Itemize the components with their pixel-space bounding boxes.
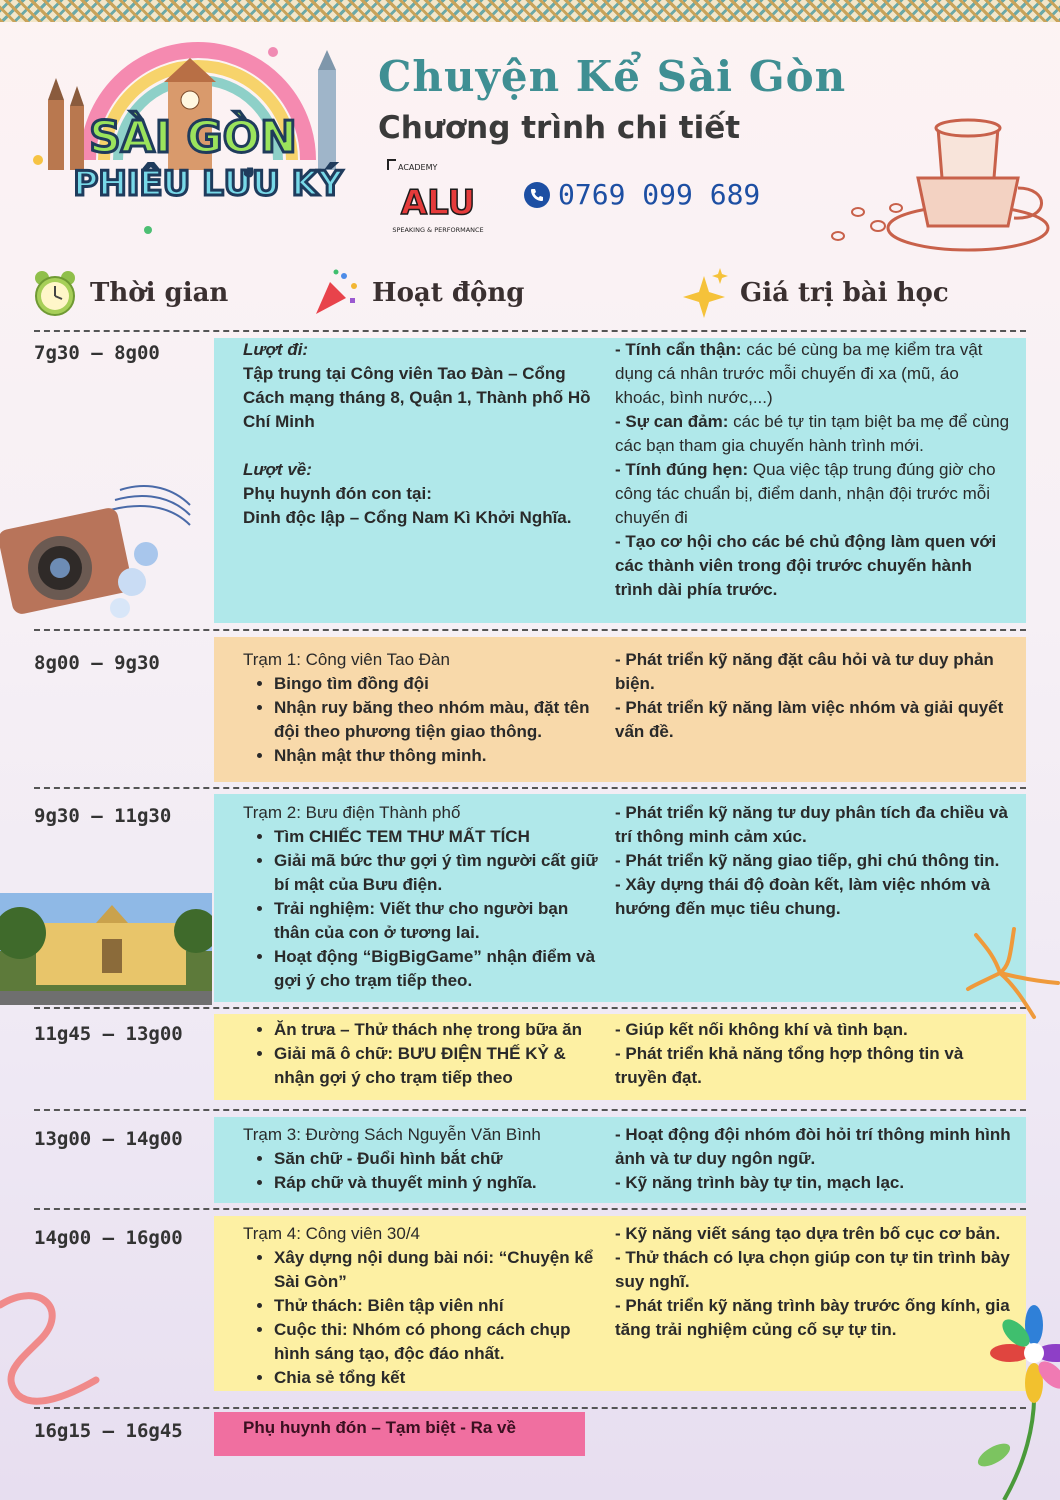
activity-item: • Thử thách: Biên tập viên nhí <box>274 1294 603 1318</box>
alarm-clock-icon <box>32 268 78 318</box>
value-text: - Phát triển khả năng tổng hợp thông tin và truyền đạt. <box>615 1044 964 1087</box>
column-header-time <box>32 268 228 318</box>
value-text: Qua việc tập trung đúng giờ cho công tác chuẩn bị, điểm danh, nhận đội trước mỗi chuyến đi <box>615 460 996 527</box>
activity-item: • Giải mã bức thư gợi ý tìm người cất giữ bí mật của Bưu điện. <box>274 849 603 897</box>
value-text: - Phát triển kỹ năng tư duy phân tích đa chiều và trí thông minh cảm xúc. <box>615 803 1008 846</box>
row-separator <box>34 1109 1026 1111</box>
activity-item: • Chia sẻ tổng kết <box>274 1366 603 1390</box>
row-time: 13g00 – 14g00 <box>34 1128 183 1150</box>
back-label: Lượt về: <box>243 460 312 479</box>
value-text: - Kỹ năng viết sáng tạo dựa trên bố cục cơ bản. <box>615 1224 1001 1243</box>
row-value <box>615 1222 1011 1342</box>
row-activity <box>243 1123 603 1195</box>
station-name: Trạm 3: Đường Sách Nguyễn Văn Bình <box>243 1125 541 1144</box>
row-value <box>615 338 1011 602</box>
phone-icon <box>524 182 550 208</box>
activity-list <box>243 1246 603 1390</box>
column-activity-label: Hoạt động <box>372 278 525 308</box>
row-time: 16g15 – 16g45 <box>34 1420 183 1442</box>
activity-list <box>243 1147 603 1195</box>
column-time-label: Thời gian <box>90 278 229 308</box>
sparkles-icon <box>682 268 728 318</box>
value-text: các bé cùng ba mẹ kiểm tra vật dụng cá nhân trước mỗi chuyến đi xa (mũ, áo khoác, bình nước,...) <box>615 340 983 407</box>
activity-item: • Giải mã ô chữ: BƯU ĐIỆN THẾ KỶ & nhận gợi ý cho trạm tiếp theo <box>274 1042 603 1090</box>
activity-item: • Hoạt động “BigBigGame” nhận điểm và gợi ý cho trạm tiếp theo. <box>274 945 603 993</box>
value-text: - Phát triển kỹ năng giao tiếp, ghi chú thông tin. <box>615 851 1000 870</box>
row-activity <box>243 338 603 530</box>
coffee-filter-icon <box>818 108 1058 268</box>
phone-contact[interactable] <box>524 178 760 211</box>
page-title: Chuyện Kể Sài Gòn <box>378 52 847 101</box>
station-name: Trạm 1: Công viên Tao Đàn <box>243 650 450 669</box>
value-label: - Tính cẩn thận: <box>615 340 742 359</box>
row-time: 8g00 – 9g30 <box>34 652 160 674</box>
row-value <box>615 1018 1011 1090</box>
row-separator <box>34 1007 1026 1009</box>
row-time: 11g45 – 13g00 <box>34 1023 183 1045</box>
station-name: Trạm 4: Công viên 30/4 <box>243 1224 421 1243</box>
value-text: - Phát triển kỹ năng làm việc nhóm và giải quyết vấn đề. <box>615 698 1004 741</box>
ribbon-icon <box>0 1285 100 1405</box>
flower-icon <box>964 1305 1060 1500</box>
activity-item: • Ăn trưa – Thử thách nhẹ trong bữa ăn <box>274 1018 603 1042</box>
activity-list <box>243 825 603 993</box>
back-line: Phụ huynh đón con tại: <box>243 484 432 503</box>
activity-list <box>243 1018 603 1090</box>
go-text: Tập trung tại Công viên Tao Đàn – Cổng Cách mạng tháng 8, Quận 1, Thành phố Hồ Chí Minh <box>243 364 591 431</box>
value-text: - Giúp kết nối không khí và tình bạn. <box>615 1020 908 1039</box>
row-activity <box>243 801 603 993</box>
activity-list <box>243 672 603 768</box>
activity-item: • Nhận ruy băng theo nhóm màu, đặt tên đội theo phương tiện giao thông. <box>274 696 603 744</box>
activity-item: • Trải nghiệm: Viết thư cho người bạn thân của con ở tương lai. <box>274 897 603 945</box>
row-separator <box>34 1407 1026 1409</box>
post-office-photo <box>0 893 212 1005</box>
row-value <box>615 648 1011 744</box>
row-value <box>615 801 1011 921</box>
logo-line1: SÀI GÒN <box>89 112 297 163</box>
activity-item: • Xây dựng nội dung bài nói: “Chuyện kể Sài Gòn” <box>274 1246 603 1294</box>
activity-item: • Cuộc thi: Nhóm có phong cách chụp hình sáng tạo, độc đáo nhất. <box>274 1318 603 1366</box>
column-header-value <box>682 268 949 318</box>
phone-number: 0769 099 689 <box>558 178 761 211</box>
value-text: - Phát triển kỹ năng đặt câu hỏi và tư duy phản biện. <box>615 650 994 693</box>
value-text: - Thử thách có lựa chọn giúp con tự tin trình bày suy nghĩ. <box>615 1248 1010 1291</box>
alu-academy-logo <box>386 158 496 236</box>
academy-top-text: ACADEMY <box>398 163 438 172</box>
value-text: - Kỹ năng trình bày tự tin, mạch lạc. <box>615 1173 905 1192</box>
back-line: Dinh độc lập – Cổng Nam Kì Khởi Nghĩa. <box>243 508 572 527</box>
activity-item: • Săn chữ - Đuổi hình bắt chữ <box>274 1147 603 1171</box>
row-separator <box>34 330 1026 332</box>
station-name: Trạm 2: Bưu điện Thành phố <box>243 803 461 822</box>
go-label: Lượt đi: <box>243 340 309 359</box>
column-header-activity <box>310 268 524 318</box>
value-text: - Xây dựng thái độ đoàn kết, làm việc nhóm và hướng đến mục tiêu chung. <box>615 875 991 918</box>
saigon-phieu-luu-ky-logo <box>18 40 368 240</box>
row-time: 14g00 – 16g00 <box>34 1227 183 1249</box>
activity-item: • Ráp chữ và thuyết minh ý nghĩa. <box>274 1171 603 1195</box>
row-separator <box>34 1208 1026 1210</box>
row-time: 7g30 – 8g00 <box>34 342 160 364</box>
column-value-label: Giá trị bài học <box>740 278 949 308</box>
party-popper-icon <box>310 268 360 318</box>
value-text: - Hoạt động đội nhóm đòi hỏi trí thông minh hình ảnh và tư duy ngôn ngữ. <box>615 1125 1011 1168</box>
row-separator <box>34 787 1026 789</box>
page-subtitle: Chương trình chi tiết <box>378 110 741 146</box>
logo-line2: PHIÊU LƯU KÝ <box>73 164 343 204</box>
decorative-top-border <box>0 0 1060 22</box>
value-text: - Phát triển kỹ năng trình bày trước ống kính, gia tăng trải nghiệm củng cố sự tự tin. <box>615 1296 1010 1339</box>
activity-item: • Bingo tìm đồng đội <box>274 672 603 696</box>
academy-bottom-text: SPEAKING & PERFORMANCE <box>392 226 484 234</box>
row-activity: Phụ huynh đón – Tạm biệt - Ra về <box>243 1418 516 1437</box>
row-activity <box>243 1222 603 1390</box>
star-icon <box>964 925 1060 1021</box>
row-time: 9g30 – 11g30 <box>34 805 172 827</box>
row-activity <box>243 1018 603 1090</box>
activity-item: • Tìm CHIẾC TEM THƯ MẤT TÍCH <box>274 825 603 849</box>
value-label: - Sự can đảm: <box>615 412 729 431</box>
academy-name: ALU <box>400 183 476 223</box>
value-label: - Tính đúng hẹn: <box>615 460 749 479</box>
camera-icon <box>0 470 200 630</box>
row-activity <box>243 648 603 768</box>
value-text: - Tạo cơ hội cho các bé chủ động làm quen với các thành viên trong đội trước chuyến hành trình dài phía trước. <box>615 532 997 599</box>
value-text: các bé tự tin tạm biệt ba mẹ để cùng các bạn tham gia chuyến hành trình mới. <box>615 412 1010 455</box>
activity-item: • Nhận mật thư thông minh. <box>274 744 603 768</box>
row-value <box>615 1123 1011 1195</box>
